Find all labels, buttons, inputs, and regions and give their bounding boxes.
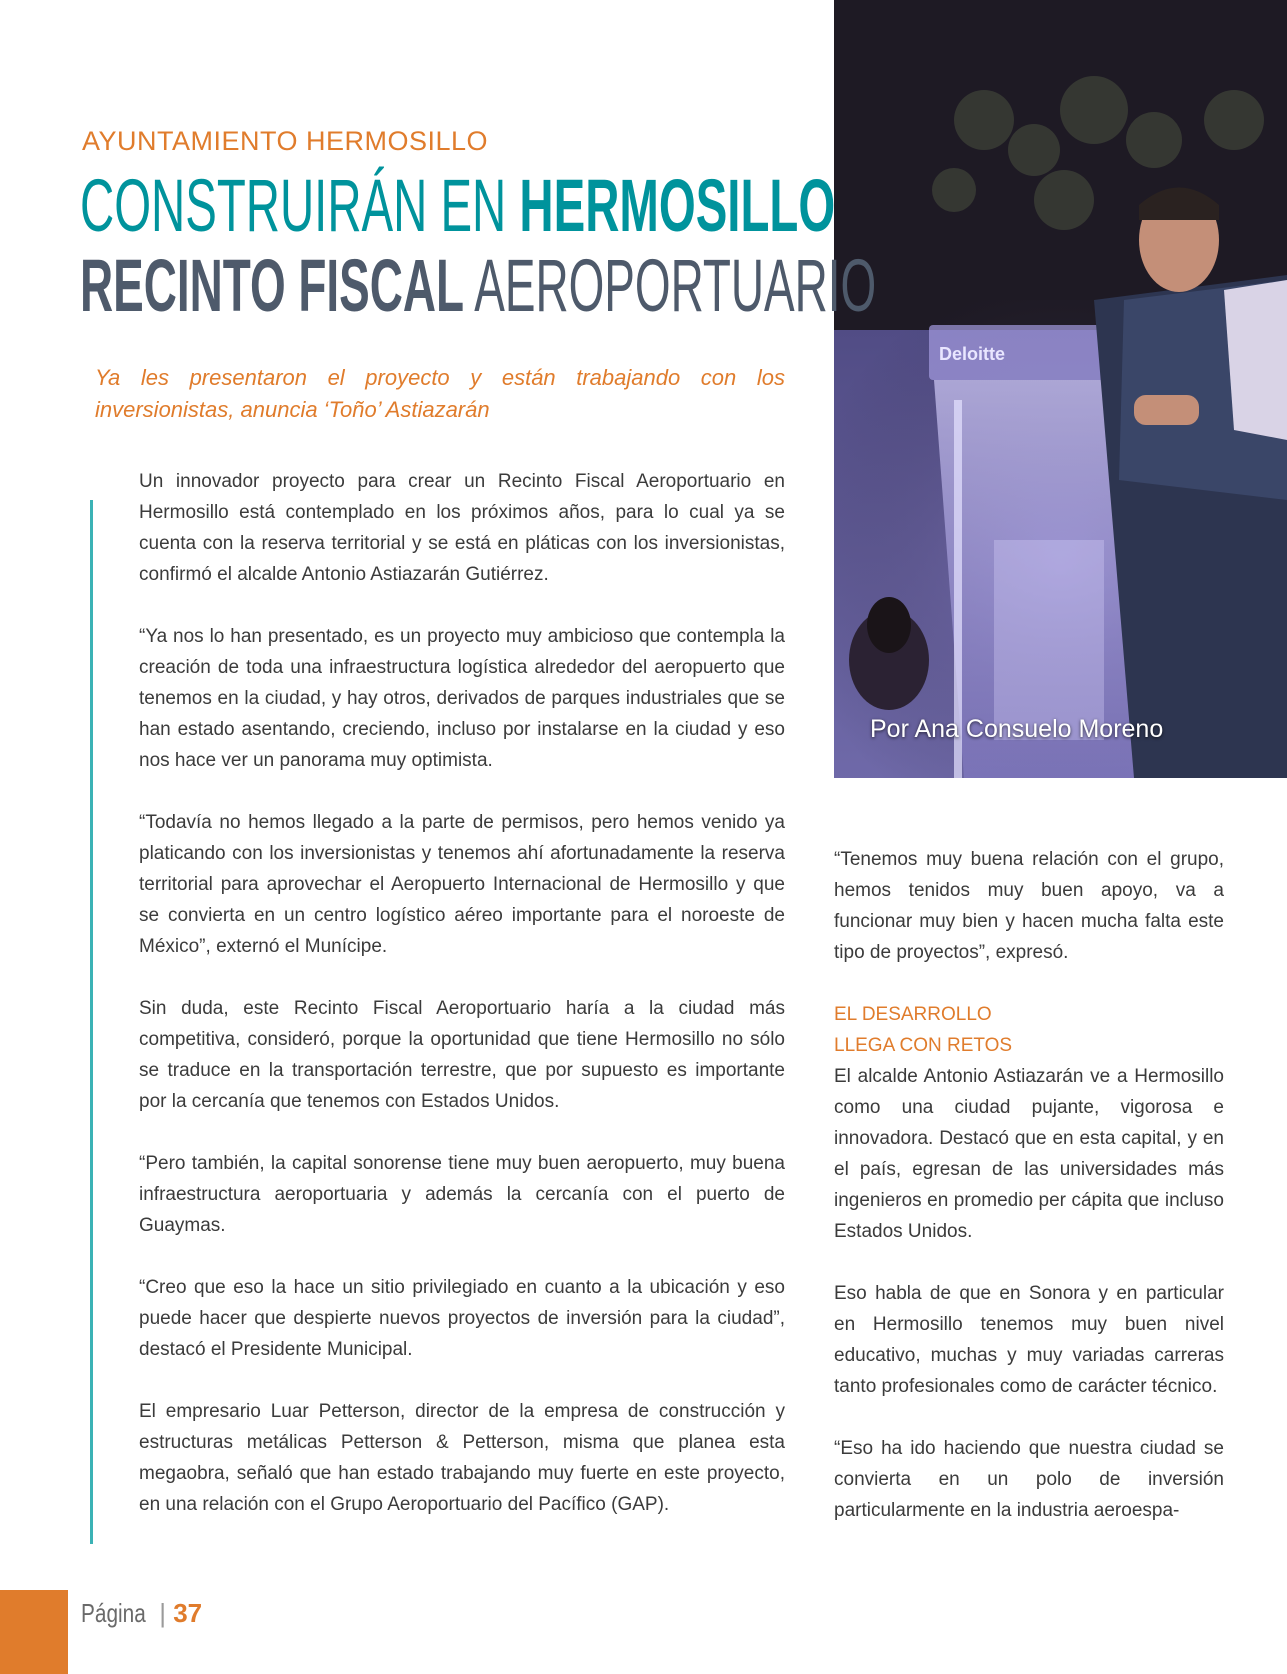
photo-scene [834, 0, 1287, 778]
headline-emphasis: RECINTO FISCAL [80, 244, 465, 327]
headline-line-1 [80, 166, 902, 246]
section-kicker: AYUNTAMIENTO HERMOSILLO [82, 126, 489, 156]
footer-accent-block [0, 1590, 68, 1674]
body-paragraph: Un innovador proyecto para crear un Recinto Fiscal Aeroportuario en Hermosillo está contemplado en los próximos años, para lo cual ya se cuenta con la reserva territorial y se está en pláticas con los inversionistas, confirmó el alcalde Antonio Astiazarán Gutiérrez. [139, 471, 785, 585]
body-paragraph: “Tenemos muy buena relación con el grupo, hemos tenidos muy buen apoyo, va a funcionar muy bien y hacen mucha falta este tipo de proyectos”, expresó. [834, 849, 1224, 963]
headline-line-2 [80, 246, 876, 326]
footer-separator: | [159, 1598, 166, 1628]
article-photo [834, 0, 1287, 778]
page-footer [81, 1598, 202, 1629]
body-column-left [139, 466, 785, 1551]
body-paragraph: “Eso ha ido haciendo que nuestra ciudad se convierta en un polo de inversión particularmente en la industria aeroespa- [834, 1438, 1224, 1521]
subheading-line: LLEGA CON RETOS [834, 1035, 1013, 1056]
headline-emphasis: HERMOSILLO [519, 164, 836, 247]
accent-rule [90, 500, 93, 1544]
body-paragraph: El empresario Luar Petterson, director de la empresa de construcción y estructuras metálicas Petterson & Petterson, misma que planea esta megaobra, señaló que han estado trabajando muy fuerte en este proyecto, en una relación con el Grupo Aeroportuario del Pacífico (GAP). [139, 1401, 785, 1515]
headline-part: CONSTRUIRÁN EN [80, 164, 520, 247]
headline-part: AEROPORTUARIO [464, 244, 877, 327]
deck-subtitle: Ya les presentaron el proyecto y están trabajando con los inversionistas, anuncia ‘Toño’ Astiazarán [95, 365, 785, 422]
headline [80, 166, 1287, 326]
body-paragraph: Sin duda, este Recinto Fiscal Aeroportuario haría a la ciudad más competitiva, consideró, porque la oportunidad que tiene Hermosillo no sólo se traduce en la transportación terrestre, que por supuesto es importante por la cercanía que tenemos con Estados Unidos. [139, 998, 785, 1112]
page-number: 37 [173, 1598, 203, 1628]
subheading-line: EL DESARROLLO [834, 1004, 992, 1025]
body-paragraph: “Pero también, la capital sonorense tiene muy buen aeropuerto, muy buena infraestructura aeroportuaria y además la cercanía con el puerto de Guaymas. [139, 1153, 785, 1236]
body-paragraph: Eso habla de que en Sonora y en particular en Hermosillo tenemos muy buen nivel educativo, muchas y muy variadas carreras tanto profesionales como de carácter técnico. [834, 1283, 1224, 1397]
podium-brand: Deloitte [939, 344, 1006, 364]
body-column-right [834, 844, 1224, 1557]
subheading [834, 999, 1224, 1061]
body-paragraph: “Todavía no hemos llegado a la parte de permisos, pero hemos venido ya platicando con los inversionistas y tenemos ahí afortunadamente la reserva territorial para aprovechar el Aeropuerto Internacional de Hermosillo y que se convierta en un centro logístico aéreo importante para el noroeste de México”, externó el Munícipe. [139, 812, 785, 957]
page-label: Página [81, 1598, 146, 1628]
photo-credit: Por Ana Consuelo Moreno [870, 715, 1164, 743]
body-paragraph: El alcalde Antonio Astiazarán ve a Hermosillo como una ciudad pujante, vigorosa e innovadora. Destacó que en esta capital, y en el país, egresan de las universidades más ingenieros en promedio per cápita que incluso Estados Unidos. [834, 1066, 1224, 1242]
body-paragraph: “Creo que eso la hace un sitio privilegiado en cuanto a la ubicación y eso puede hacer que despierte nuevos proyectos de inversión para la ciudad”, destacó el Presidente Municipal. [139, 1277, 785, 1360]
body-paragraph: “Ya nos lo han presentado, es un proyecto muy ambicioso que contempla la creación de toda una infraestructura logística alrededor del aeropuerto que tenemos en la ciudad, y hay otros, derivados de parques industriales que se han estado asentando, creciendo, incluso por instalarse en la ciudad y eso nos hace ver un panorama muy optimista. [139, 626, 785, 771]
